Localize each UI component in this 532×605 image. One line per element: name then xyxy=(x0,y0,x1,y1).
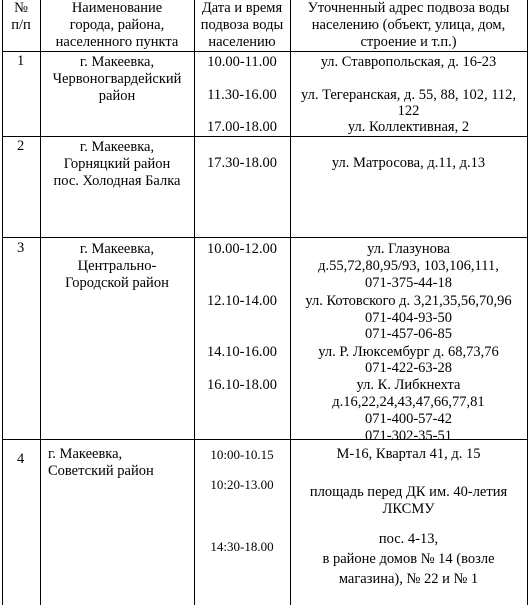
row-address: 071-400-57-42 xyxy=(365,411,452,427)
row-address: д.55,72,80,95/93, 103,106,111, xyxy=(318,258,499,274)
row-name: г. Макеевка, Червоногвардейский район xyxy=(52,54,182,104)
row-address: площадь перед ДК им. 40-летия xyxy=(309,484,508,500)
row-address: ул. К. Либкнехта xyxy=(356,377,461,393)
table-border-right xyxy=(527,0,528,605)
header-name: Наименование города, района, населенного пункта xyxy=(55,0,179,50)
row-address: ул. Коллективная, 2 xyxy=(347,119,470,135)
table-row-divider xyxy=(2,237,528,238)
header-time: Дата и время подвоза воды населению xyxy=(200,0,284,50)
row-address: ул. Матросова, д.11, д.13 xyxy=(331,155,486,171)
row-address: 071-457-06-85 xyxy=(365,326,452,342)
table-row-divider xyxy=(2,51,528,52)
row-time: 12.10-14.00 xyxy=(206,293,278,309)
row-address: ул. Тегеранская, д. 55, 88, 102, 112, xyxy=(300,87,517,103)
row-address: пос. 4-13, xyxy=(378,531,439,547)
row-address: М-16, Квартал 41, д. 15 xyxy=(336,446,481,462)
row-time: 11.30-16.00 xyxy=(207,87,277,103)
row-address: в районе домов № 14 (возле xyxy=(322,551,495,567)
row-address: ул. Ставропольская, д. 16-23 xyxy=(320,54,497,70)
row-address: 071-404-93-50 xyxy=(365,310,452,326)
row-number: 2 xyxy=(17,138,25,154)
row-time: 10.00-11.00 xyxy=(207,54,277,70)
row-time: 14.10-16.00 xyxy=(206,344,278,360)
row-address: 071-375-44-18 xyxy=(365,275,452,291)
row-time: 10.00-12.00 xyxy=(206,241,278,257)
header-num: № п/п xyxy=(11,0,31,33)
row-address: 071-302-35-51 xyxy=(365,428,452,444)
row-name: г. Макеевка, Советский район xyxy=(48,446,154,479)
row-time: 17.00-18.00 xyxy=(206,119,278,135)
row-time: 14:30-18.00 xyxy=(210,539,274,554)
row-address: д.16,22,24,43,47,66,77,81 xyxy=(332,394,485,410)
row-address: ул. Котовского д. 3,21,35,56,70,96 xyxy=(305,293,512,309)
table-row-divider xyxy=(2,136,528,137)
row-number: 3 xyxy=(17,240,25,256)
row-name: г. Макеевка, Горняцкий район пос. Холодная Балка xyxy=(53,139,181,189)
header-address: Уточненный адрес подвоза воды населению (объект, улица, дом, строение и т.п.) xyxy=(307,0,510,50)
row-address: 122 xyxy=(397,103,420,119)
row-address: ул. Р. Люксембург д. 68,73,76 xyxy=(318,344,499,360)
row-address: ЛКСМУ xyxy=(382,501,435,517)
row-time: 10:00-10.15 xyxy=(210,447,274,462)
row-time: 16.10-18.00 xyxy=(206,377,278,393)
row-address: 071-422-63-28 xyxy=(365,360,452,376)
row-time: 10:20-13.00 xyxy=(210,477,274,492)
row-number: 4 xyxy=(17,451,25,467)
table-border-left xyxy=(2,0,3,605)
row-address: ул. Глазунова xyxy=(367,241,450,257)
row-address: магазина), № 22 и № 1 xyxy=(338,571,479,587)
row-number: 1 xyxy=(17,53,25,69)
row-time: 17.30-18.00 xyxy=(206,155,278,171)
row-name: г. Макеевка, Центрально- Городской район xyxy=(65,241,169,291)
